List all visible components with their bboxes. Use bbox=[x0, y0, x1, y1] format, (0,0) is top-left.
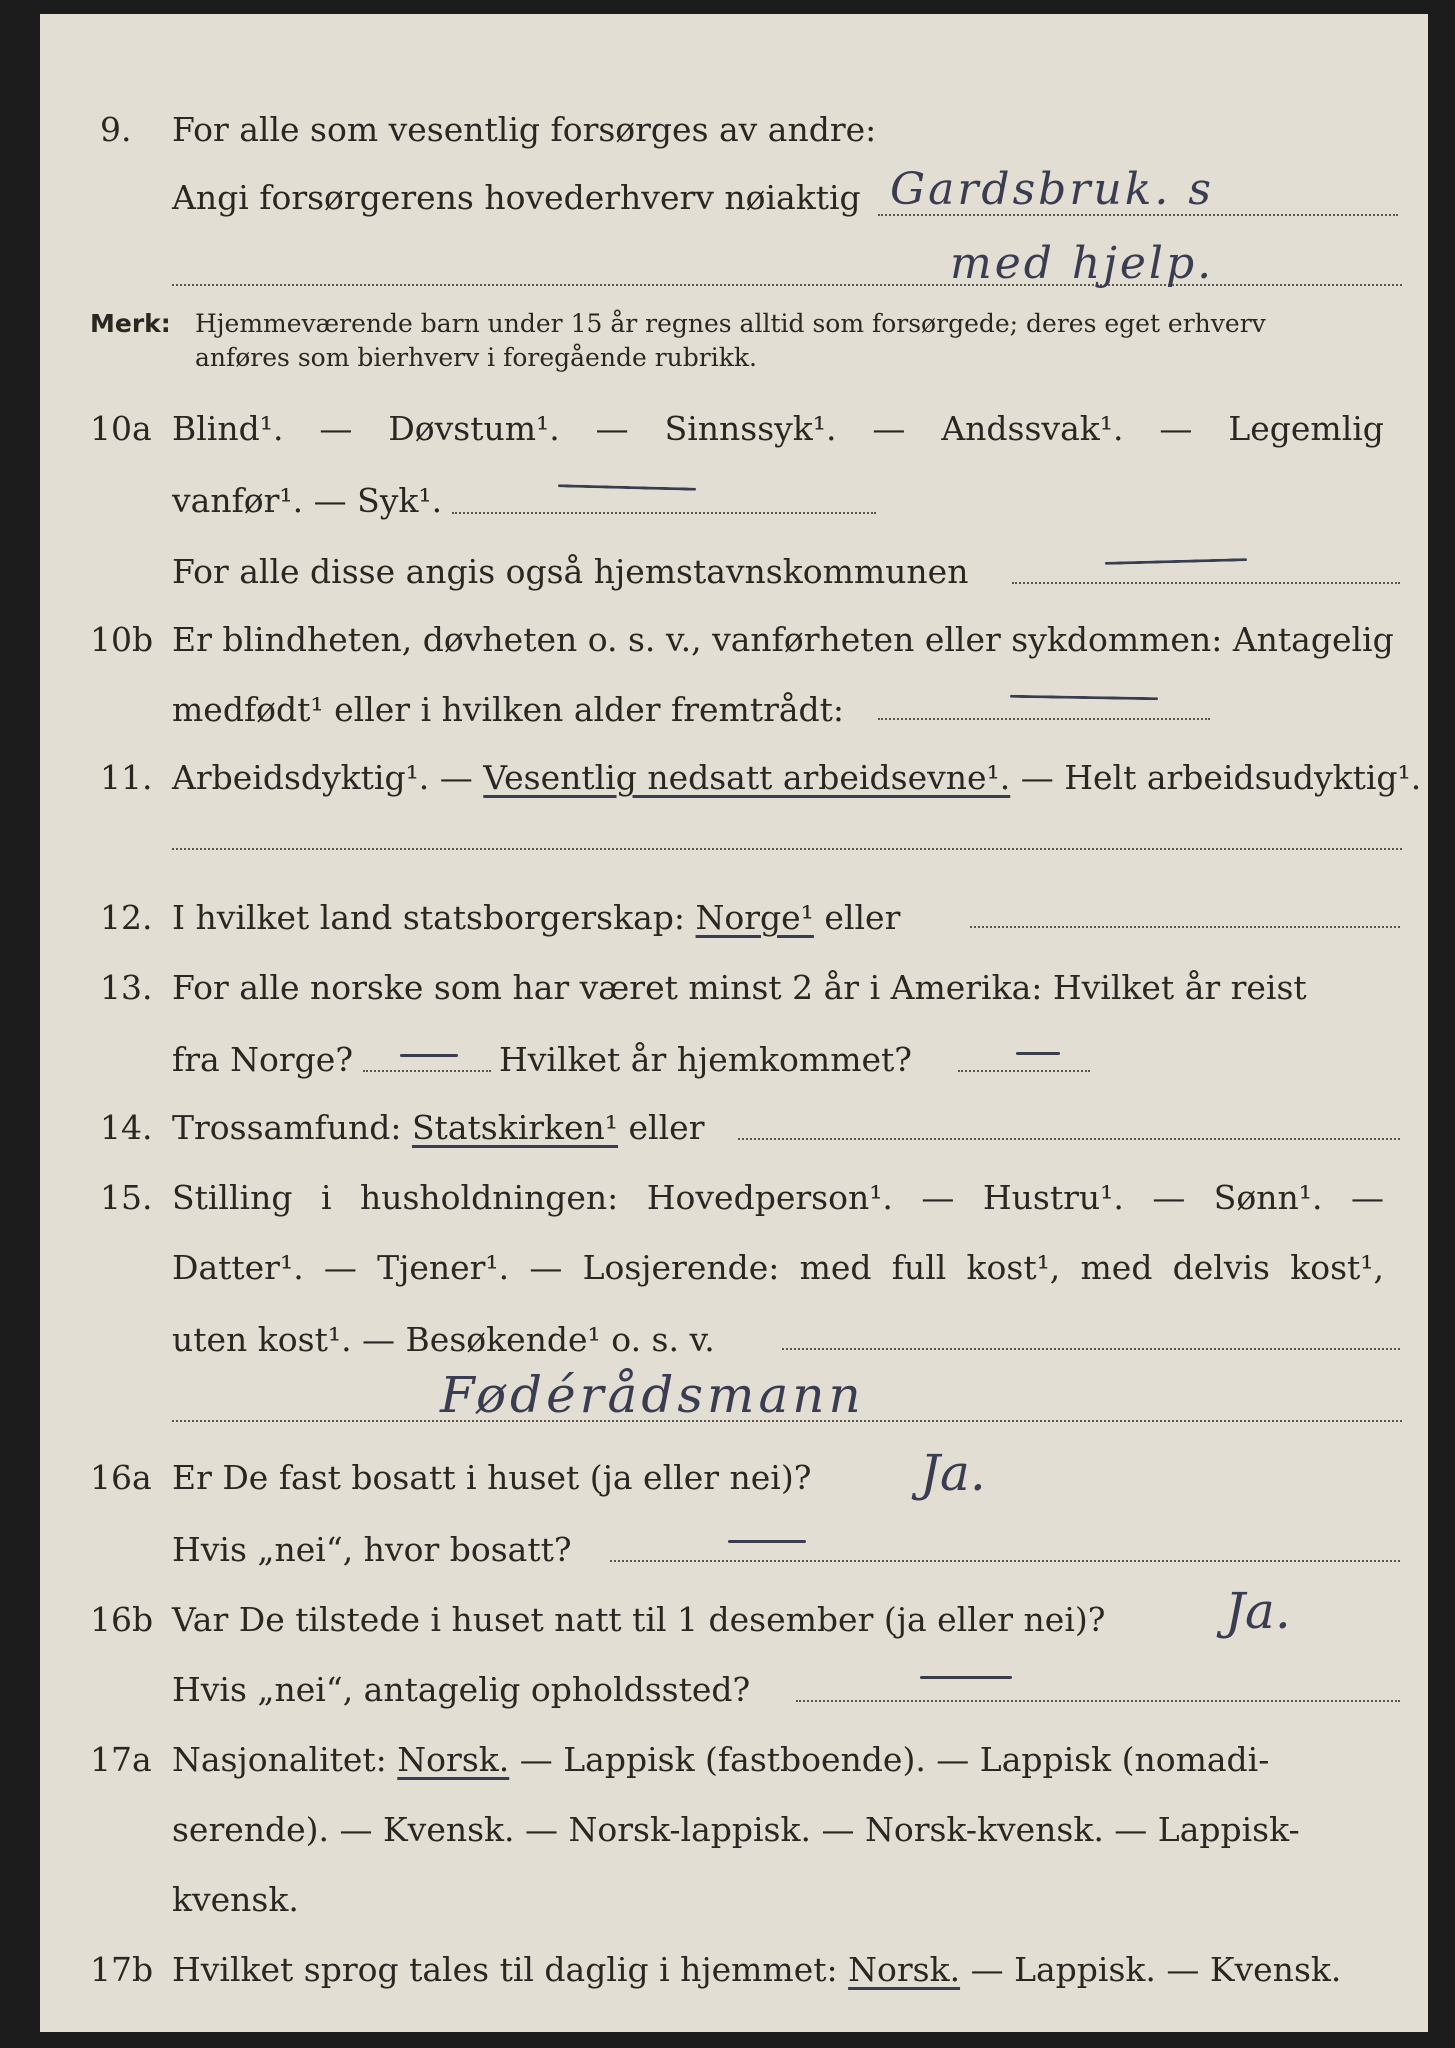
q14-text bbox=[172, 1108, 704, 1148]
q10a-item: Sinnssyk¹. bbox=[664, 409, 837, 448]
q16b-answer-line bbox=[796, 1700, 1400, 1702]
q16a-dash-mark bbox=[728, 1540, 806, 1543]
q12-row bbox=[40, 898, 1428, 958]
q10a-row2 bbox=[40, 481, 1428, 541]
q16b-handwritten-answer: Ja. bbox=[1225, 1582, 1291, 1640]
q17a-line2: serende). — Kvensk. — Norsk-lappisk. — Norsk-kvensk. — Lappisk- bbox=[172, 1810, 1300, 1849]
q10a-number: 10a bbox=[90, 409, 152, 448]
q14-question: Trossamfund: bbox=[172, 1108, 402, 1147]
q15-handwritten-answer: Fødérådsmann bbox=[440, 1366, 865, 1424]
q10a-line2: vanfør¹. — Syk¹. bbox=[172, 481, 443, 520]
q17b-options: — Lappisk. — Kvensk. bbox=[970, 1950, 1342, 1989]
q14-number: 14. bbox=[100, 1108, 153, 1147]
q10b-row1 bbox=[40, 620, 1428, 680]
q10a-item: Andssvak¹. bbox=[941, 409, 1124, 448]
q10b-row2 bbox=[40, 690, 1428, 750]
q17a-label: Nasjonalitet: bbox=[172, 1740, 387, 1779]
q10a-row1 bbox=[40, 409, 1428, 469]
q12-text bbox=[172, 898, 900, 938]
q9-handwritten-answer1: Gardsbruk. s bbox=[890, 164, 1214, 215]
q15-item: Datter¹. bbox=[172, 1248, 304, 1287]
q17b-number: 17b bbox=[90, 1950, 154, 1989]
q10a-item: Legemlig bbox=[1228, 409, 1384, 448]
q13-row1 bbox=[40, 968, 1428, 1028]
q16a-handwritten-answer: Ja. bbox=[920, 1444, 986, 1502]
q15-item: Stilling bbox=[172, 1178, 293, 1217]
q17a-selected-option: Norsk. bbox=[397, 1740, 510, 1779]
q15-item: kost¹, bbox=[966, 1248, 1061, 1287]
q17a-row1 bbox=[40, 1740, 1428, 1800]
q16a-line1: Er De fast bosatt i huset (ja eller nei)? bbox=[172, 1458, 812, 1497]
q13-number: 13. bbox=[100, 968, 153, 1007]
q10a-item: — bbox=[872, 409, 906, 448]
q11-part3: — Helt arbeidsudyktig¹. bbox=[1020, 758, 1422, 797]
q16b-line1: Var De tilstede i huset natt til 1 desember (ja eller nei)? bbox=[172, 1600, 1106, 1639]
q15-item: — bbox=[1350, 1178, 1384, 1217]
q13-line2a: fra Norge? bbox=[172, 1040, 354, 1079]
q15-line3: uten kost¹. — Besøkende¹ o. s. v. bbox=[172, 1320, 715, 1359]
q13-returned-line bbox=[958, 1070, 1090, 1072]
q13-line1: For alle norske som har været minst 2 år i Amerika: Hvilket år reist bbox=[172, 968, 1307, 1007]
q10a-line3: For alle disse angis også hjemstavnskommunen bbox=[172, 552, 969, 591]
q15-number: 15. bbox=[100, 1178, 153, 1217]
q15-item: Hustru¹. bbox=[982, 1178, 1124, 1217]
q17a-options: — Lappisk (fastboende). — Lappisk (nomadi- bbox=[519, 1740, 1270, 1779]
q15-answer-line1 bbox=[782, 1348, 1400, 1350]
q14-answer-line bbox=[738, 1138, 1400, 1140]
q10b-line1: Er blindheten, døvheten o. s. v., vanførheten eller sykdommen: Antagelig bbox=[172, 620, 1394, 659]
q15-item: Tjener¹. bbox=[377, 1248, 510, 1287]
merk-label: Merk: bbox=[90, 309, 171, 338]
q11-answer-line bbox=[172, 848, 1402, 850]
q15-item: full bbox=[891, 1248, 947, 1287]
merk-line2: anføres som bierhverv i foregående rubrikk. bbox=[195, 343, 757, 372]
q16a-line2: Hvis „nei“, hvor bosatt? bbox=[172, 1530, 572, 1569]
q9-answer-line2 bbox=[172, 284, 1402, 286]
q15-item: Sønn¹. bbox=[1213, 1178, 1323, 1217]
q13-returned-dash bbox=[1016, 1052, 1060, 1055]
q10b-line2: medfødt¹ eller i hvilken alder fremtrådt: bbox=[172, 690, 845, 729]
q17a-line3: kvensk. bbox=[172, 1880, 299, 1919]
q13-row2 bbox=[40, 1040, 1428, 1100]
q15-item: med bbox=[799, 1248, 872, 1287]
q11-number: 11. bbox=[100, 758, 153, 797]
q15-item: — bbox=[529, 1248, 563, 1287]
q15-item: — bbox=[921, 1178, 955, 1217]
q15-line1 bbox=[172, 1178, 1384, 1218]
q16b-dash-mark bbox=[920, 1676, 1012, 1679]
q10a-item: — bbox=[595, 409, 629, 448]
q10a-answer-line bbox=[452, 512, 876, 514]
q9-handwritten-answer2: med hjelp. bbox=[950, 238, 1215, 289]
q12-selected-option: Norge¹ bbox=[695, 898, 814, 937]
q10b-answer-line bbox=[878, 718, 1210, 720]
q15-item: — bbox=[1152, 1178, 1186, 1217]
q12-answer-line bbox=[970, 926, 1400, 928]
q13-emigrated-line bbox=[363, 1070, 491, 1072]
q9-row2 bbox=[40, 178, 1428, 238]
q13-line2b: Hvilket år hjemkommet? bbox=[499, 1040, 912, 1079]
q17b-text bbox=[172, 1950, 1341, 1990]
q12-question: I hvilket land statsborgerskap: bbox=[172, 898, 686, 937]
q17a-line1 bbox=[172, 1740, 1269, 1780]
q13-emigrated-dash bbox=[400, 1054, 458, 1057]
q16b-row1 bbox=[40, 1600, 1428, 1660]
q15-item: Losjerende: bbox=[582, 1248, 780, 1287]
q9-line2: Angi forsørgerens hovederhverv nøiaktig bbox=[172, 178, 861, 217]
q17b-selected-option: Norsk. bbox=[848, 1950, 961, 1989]
q10a-item: — bbox=[319, 409, 353, 448]
q16b-number: 16b bbox=[90, 1600, 154, 1639]
q10a-hometown-line bbox=[1012, 582, 1400, 584]
q15-row2 bbox=[40, 1248, 1428, 1308]
q9-number: 9. bbox=[100, 110, 132, 149]
q15-line2 bbox=[172, 1248, 1384, 1288]
q11-selected-option: Vesentlig nedsatt arbeidsevne¹. bbox=[483, 758, 1011, 797]
q9-line1: For alle som vesentlig forsørges av andre: bbox=[172, 110, 877, 149]
q11-part1: Arbeidsdyktig¹. — bbox=[172, 758, 473, 797]
q15-item: husholdningen: bbox=[359, 1178, 619, 1217]
q14-selected-option: Statskirken¹ bbox=[411, 1108, 619, 1147]
q12-tail: eller bbox=[824, 898, 901, 937]
merk-line1: Hjemmeværende barn under 15 år regnes alltid som forsørgede; deres eget erhverv bbox=[195, 309, 1266, 338]
q9-row1 bbox=[40, 110, 1428, 170]
q15-item: i bbox=[320, 1178, 332, 1217]
q11-row bbox=[40, 758, 1428, 818]
q11-text bbox=[172, 758, 1421, 798]
q12-number: 12. bbox=[100, 898, 153, 937]
q15-item: Hovedperson¹. bbox=[646, 1178, 893, 1217]
q16a-row1 bbox=[40, 1458, 1428, 1518]
q15-row1 bbox=[40, 1178, 1428, 1238]
q17b-question: Hvilket sprog tales til daglig i hjemmet: bbox=[172, 1950, 838, 1989]
q14-tail: eller bbox=[628, 1108, 705, 1147]
merk-text bbox=[195, 307, 1330, 375]
q15-item: — bbox=[323, 1248, 357, 1287]
q16a-number: 16a bbox=[90, 1458, 152, 1497]
q10a-line1 bbox=[172, 409, 1384, 449]
q17b-row bbox=[40, 1950, 1428, 2010]
q15-item: delvis bbox=[1172, 1248, 1270, 1287]
q17a-number: 17a bbox=[90, 1740, 152, 1779]
q10a-item: Blind¹. bbox=[172, 409, 284, 448]
q16a-answer-line bbox=[610, 1560, 1400, 1562]
q17a-row3 bbox=[40, 1880, 1428, 1940]
q10a-item: — bbox=[1159, 409, 1193, 448]
q17a-row2 bbox=[40, 1810, 1428, 1870]
q15-item: med bbox=[1080, 1248, 1153, 1287]
q16b-line2: Hvis „nei“, antagelig opholdssted? bbox=[172, 1670, 751, 1709]
q10b-number: 10b bbox=[90, 620, 154, 659]
census-form-page bbox=[40, 14, 1428, 2032]
q10a-item: Døvstum¹. bbox=[388, 409, 560, 448]
q15-item: kost¹, bbox=[1290, 1248, 1384, 1287]
